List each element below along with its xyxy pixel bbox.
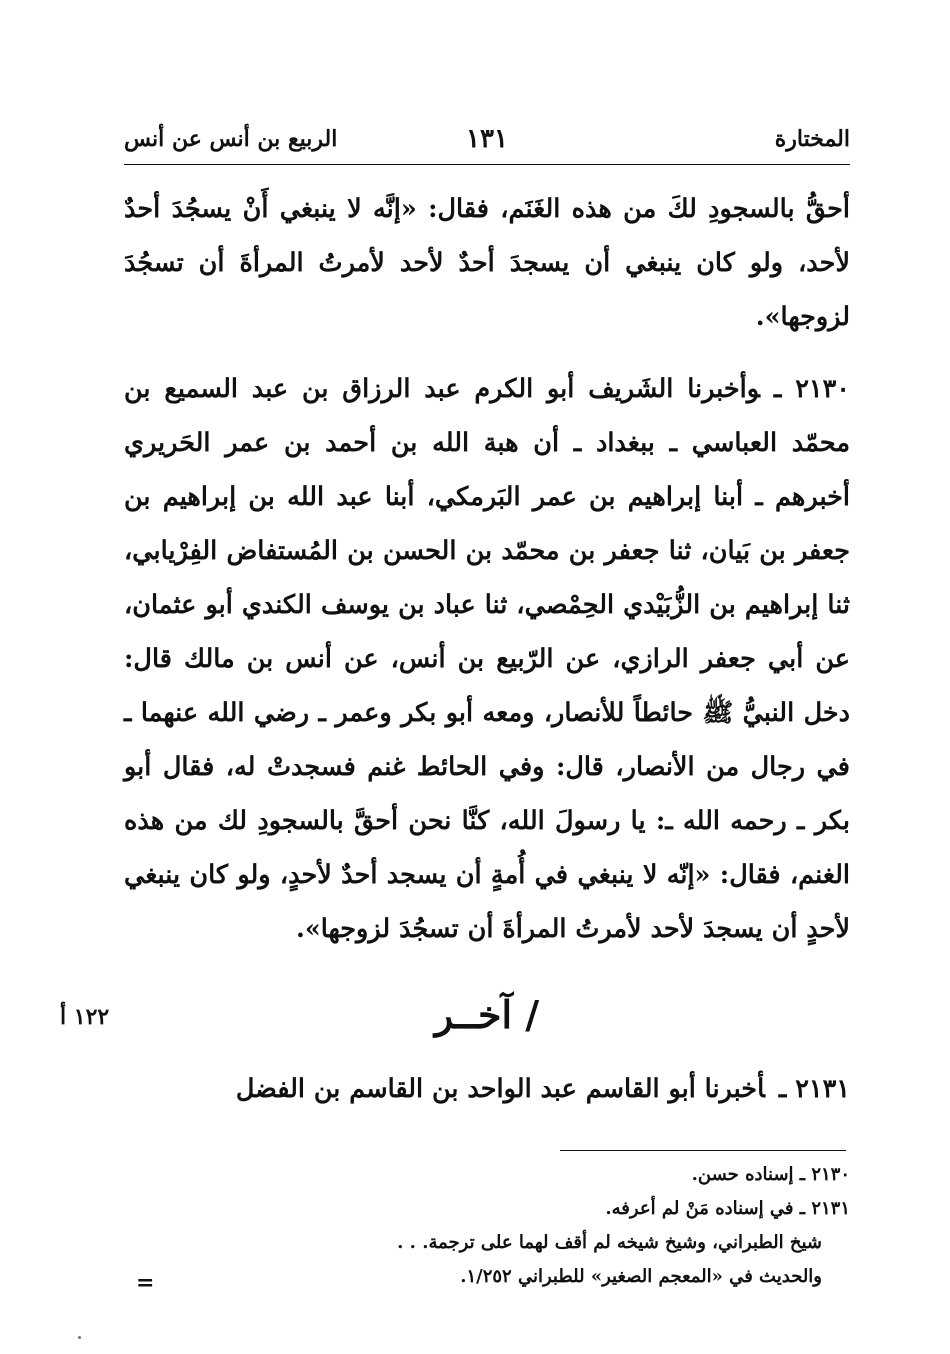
header-chapter-title: الربيع بن أنس عن أنس — [124, 126, 338, 152]
hadith-number: ٢١٣٠ ـ — [773, 374, 850, 404]
header-book-title: المختارة — [774, 126, 850, 152]
paragraph-text: أحقُّ بالسجودِ لكَ من هذه الغَنَم، فقال: «إنَّه لا ينبغي أَنْ يسجُدَ أحدٌ لأحد، ولو كان ينبغي أن يسجدَ أحدٌ لأحد لأمرتُ المرأةَ أن تسجُدَ لزوجها». — [124, 194, 850, 332]
header-page-number: ١٣١ — [466, 124, 508, 154]
footnote-line: والحديث في «المعجم الصغير» للطبراني ١/٢٥٢. — [460, 1266, 822, 1287]
running-header — [124, 126, 850, 160]
hadith-text: وأخبرنا الشَريف أبو الكرم عبد الرزاق بن عبد السميع بن محمّد العباسي ـ ببغداد ـ أن هبة الله بن أحمد بن عمر الحَريري أخبرهم ـ أبنا إبراهيم بن عمر البَرمكي، أبنا عبد الله بن إبراهيم بن جعفر بن بَيان، ثنا جعفر بن محمّد بن الحسن بن المُستفاض الفِرْيابي، ثنا إبراهيم بن الزُّبَيْدي الحِمْصي، ثنا عباد بن يوسف الكندي أبو عثمان، عن أبي جعفر الرازي، عن الرّبيع بن أنس، عن أنس بن مالك قال: دخل النبيُّ ﷺ حائطاً للأنصار، ومعه أبو بكر وعمر ـ رضي الله عنهما ـ في رجال من الأنصار، قال: وفي الحائط غنم فسجدتْ له، فقال أبو بكر ـ رحمه الله ـ: يا رسولَ الله، كنَّا نحن أحقَّ بالسجودِ لك من هذه الغنم، فقال: «إنّه لا ينبغي في أُمةٍ أن يسجد أحدٌ لأحدٍ، ولو كان ينبغي لأحدٍ أن يسجدَ لأحد لأمرتُ المرأةَ أن تسجُدَ لزوجها». — [124, 374, 850, 944]
footnote-divider — [560, 1150, 846, 1151]
paragraph-continued — [124, 182, 850, 344]
footnote-line: ٢١٣١ ـ في إسناده مَنْ لم أعرفه. — [605, 1198, 850, 1219]
footnotes — [124, 1158, 850, 1294]
header-divider — [124, 164, 850, 165]
manuscript-folio-note: ١٢٢ أ — [60, 1004, 110, 1030]
hadith-2130 — [124, 362, 850, 956]
continuation-mark: = — [136, 1270, 155, 1296]
hadith-number: ٢١٣١ ـ — [778, 1074, 850, 1104]
hadith-text: أخبرنا أبو القاسم عبد الواحد بن القاسم بن الفضل — [235, 1074, 765, 1104]
footnote-line: ٢١٣٠ ـ إسناده حسن. — [691, 1164, 850, 1185]
hadith-2131 — [124, 1062, 850, 1116]
scan-speck — [78, 1336, 81, 1339]
section-heading: / آخــر — [434, 992, 540, 1037]
footnote-line: شيخ الطبراني، وشيخ شيخه لم أقف لهما على ترجمة. . . — [397, 1232, 822, 1253]
